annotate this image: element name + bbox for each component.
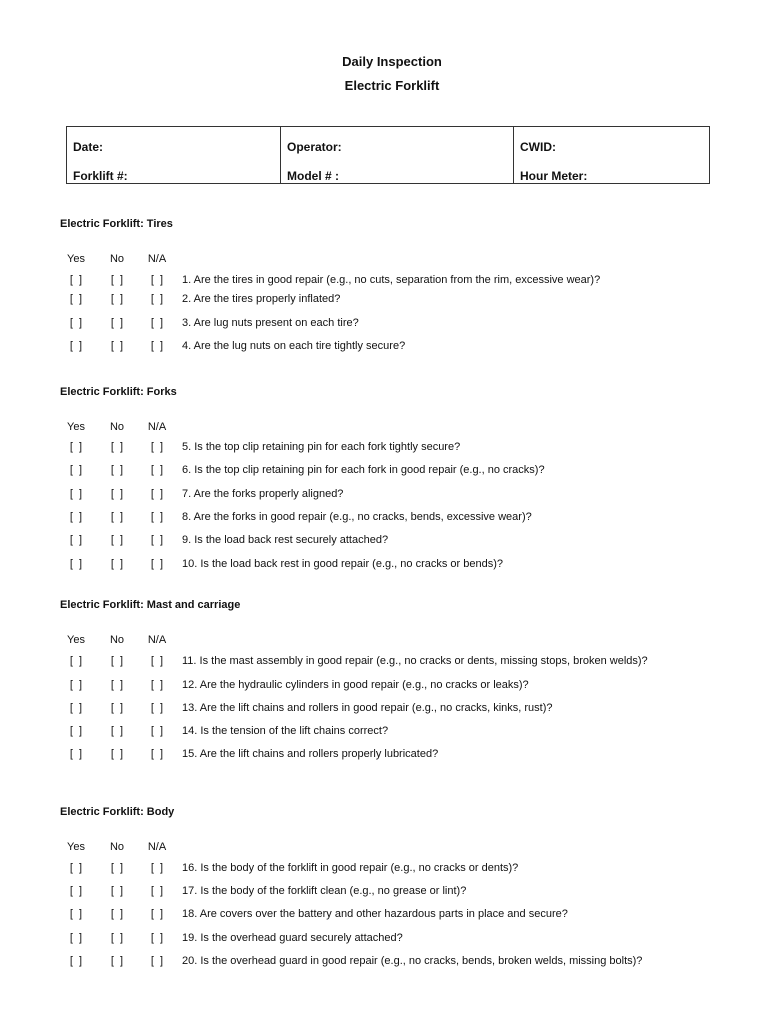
- na-column-header: N/A: [147, 841, 167, 853]
- question-row: [0, 885, 770, 901]
- question-row: [0, 464, 770, 480]
- hour-meter-field[interactable]: Hour Meter:: [514, 156, 710, 184]
- yes-column-header: Yes: [67, 841, 85, 853]
- question-text: 7. Are the forks properly aligned?: [182, 488, 344, 500]
- yes-checkbox[interactable]: [ ]: [69, 488, 83, 500]
- yes-checkbox[interactable]: [ ]: [69, 748, 83, 760]
- question-row: [0, 441, 770, 457]
- question-row: [0, 955, 770, 971]
- model-number-field[interactable]: Model # :: [281, 156, 514, 184]
- no-checkbox[interactable]: [ ]: [110, 293, 124, 305]
- no-checkbox[interactable]: [ ]: [110, 955, 124, 967]
- na-checkbox[interactable]: [ ]: [150, 725, 164, 737]
- na-checkbox[interactable]: [ ]: [150, 274, 164, 286]
- question-row: [0, 702, 770, 718]
- question-text: 11. Is the mast assembly in good repair (e.g., no cracks or dents, missing stops, broken welds)?: [182, 655, 648, 667]
- forklift-number-field[interactable]: Forklift #:: [67, 156, 281, 184]
- na-checkbox[interactable]: [ ]: [150, 932, 164, 944]
- na-checkbox[interactable]: [ ]: [150, 655, 164, 667]
- question-text: 1. Are the tires in good repair (e.g., no cuts, separation from the rim, excessive wear)?: [182, 274, 601, 286]
- na-checkbox[interactable]: [ ]: [150, 955, 164, 967]
- question-text: 5. Is the top clip retaining pin for each fork tightly secure?: [182, 441, 461, 453]
- yes-column-header: Yes: [67, 253, 85, 265]
- na-checkbox[interactable]: [ ]: [150, 293, 164, 305]
- question-row: [0, 748, 770, 764]
- na-checkbox[interactable]: [ ]: [150, 702, 164, 714]
- na-checkbox[interactable]: [ ]: [150, 885, 164, 897]
- question-row: [0, 655, 770, 671]
- na-checkbox[interactable]: [ ]: [150, 511, 164, 523]
- no-checkbox[interactable]: [ ]: [110, 725, 124, 737]
- question-row: [0, 558, 770, 574]
- question-row: [0, 488, 770, 504]
- column-header-row: [0, 841, 770, 857]
- yes-checkbox[interactable]: [ ]: [69, 293, 83, 305]
- yes-checkbox[interactable]: [ ]: [69, 441, 83, 453]
- no-checkbox[interactable]: [ ]: [110, 274, 124, 286]
- yes-checkbox[interactable]: [ ]: [69, 340, 83, 352]
- no-column-header: No: [109, 421, 125, 433]
- question-text: 2. Are the tires properly inflated?: [182, 293, 341, 305]
- question-text: 13. Are the lift chains and rollers in good repair (e.g., no cracks, kinks, rust)?: [182, 702, 553, 714]
- yes-checkbox[interactable]: [ ]: [69, 558, 83, 570]
- yes-checkbox[interactable]: [ ]: [69, 464, 83, 476]
- column-header-row: [0, 253, 770, 269]
- question-text: 16. Is the body of the forklift in good repair (e.g., no cracks or dents)?: [182, 862, 519, 874]
- question-row: [0, 511, 770, 527]
- no-checkbox[interactable]: [ ]: [110, 679, 124, 691]
- no-checkbox[interactable]: [ ]: [110, 702, 124, 714]
- question-text: 3. Are lug nuts present on each tire?: [182, 317, 359, 329]
- na-checkbox[interactable]: [ ]: [150, 862, 164, 874]
- page-title: Daily Inspection: [342, 54, 442, 69]
- na-checkbox[interactable]: [ ]: [150, 441, 164, 453]
- question-row: [0, 317, 770, 333]
- question-text: 9. Is the load back rest securely attached?: [182, 534, 389, 546]
- yes-checkbox[interactable]: [ ]: [69, 317, 83, 329]
- question-row: [0, 340, 770, 356]
- yes-checkbox[interactable]: [ ]: [69, 932, 83, 944]
- yes-checkbox[interactable]: [ ]: [69, 955, 83, 967]
- na-checkbox[interactable]: [ ]: [150, 464, 164, 476]
- yes-column-header: Yes: [67, 634, 85, 646]
- question-text: 10. Is the load back rest in good repair (e.g., no cracks or bends)?: [182, 558, 504, 570]
- question-text: 6. Is the top clip retaining pin for each fork in good repair (e.g., no cracks)?: [182, 464, 545, 476]
- no-column-header: No: [109, 841, 125, 853]
- question-text: 4. Are the lug nuts on each tire tightly secure?: [182, 340, 406, 352]
- info-table: [66, 126, 710, 184]
- question-text: 14. Is the tension of the lift chains correct?: [182, 725, 389, 737]
- question-text: 15. Are the lift chains and rollers properly lubricated?: [182, 748, 439, 760]
- na-column-header: N/A: [147, 253, 167, 265]
- column-header-row: [0, 421, 770, 437]
- no-checkbox[interactable]: [ ]: [110, 908, 124, 920]
- question-row: [0, 932, 770, 948]
- question-row: [0, 862, 770, 878]
- na-checkbox[interactable]: [ ]: [150, 558, 164, 570]
- question-text: 8. Are the forks in good repair (e.g., no cracks, bends, excessive wear)?: [182, 511, 532, 523]
- yes-checkbox[interactable]: [ ]: [69, 679, 83, 691]
- yes-checkbox[interactable]: [ ]: [69, 534, 83, 546]
- yes-checkbox[interactable]: [ ]: [69, 655, 83, 667]
- question-text: 19. Is the overhead guard securely attached?: [182, 932, 403, 944]
- operator-field[interactable]: Operator:: [281, 127, 514, 157]
- no-checkbox[interactable]: [ ]: [110, 317, 124, 329]
- na-checkbox[interactable]: [ ]: [150, 534, 164, 546]
- no-checkbox[interactable]: [ ]: [110, 748, 124, 760]
- na-column-header: N/A: [147, 421, 167, 433]
- na-checkbox[interactable]: [ ]: [150, 908, 164, 920]
- no-checkbox[interactable]: [ ]: [110, 862, 124, 874]
- section-title: Electric Forklift: Forks: [60, 386, 177, 398]
- yes-checkbox[interactable]: [ ]: [69, 511, 83, 523]
- question-row: [0, 293, 770, 309]
- no-checkbox[interactable]: [ ]: [110, 932, 124, 944]
- question-row: [0, 908, 770, 924]
- na-checkbox[interactable]: [ ]: [150, 488, 164, 500]
- no-column-header: No: [109, 253, 125, 265]
- no-checkbox[interactable]: [ ]: [110, 885, 124, 897]
- no-checkbox[interactable]: [ ]: [110, 511, 124, 523]
- date-field[interactable]: Date:: [67, 127, 281, 157]
- no-checkbox[interactable]: [ ]: [110, 488, 124, 500]
- column-header-row: [0, 634, 770, 650]
- na-checkbox[interactable]: [ ]: [150, 679, 164, 691]
- na-checkbox[interactable]: [ ]: [150, 748, 164, 760]
- yes-checkbox[interactable]: [ ]: [69, 885, 83, 897]
- no-checkbox[interactable]: [ ]: [110, 534, 124, 546]
- no-checkbox[interactable]: [ ]: [110, 441, 124, 453]
- section-title: Electric Forklift: Body: [60, 806, 175, 818]
- question-row: [0, 725, 770, 741]
- na-checkbox[interactable]: [ ]: [150, 317, 164, 329]
- yes-checkbox[interactable]: [ ]: [69, 862, 83, 874]
- no-checkbox[interactable]: [ ]: [110, 340, 124, 352]
- section-title: Electric Forklift: Tires: [60, 218, 173, 230]
- no-checkbox[interactable]: [ ]: [110, 558, 124, 570]
- page-subtitle: Electric Forklift: [344, 78, 440, 93]
- section-title: Electric Forklift: Mast and carriage: [60, 599, 241, 611]
- no-checkbox[interactable]: [ ]: [110, 655, 124, 667]
- na-checkbox[interactable]: [ ]: [150, 340, 164, 352]
- yes-checkbox[interactable]: [ ]: [69, 908, 83, 920]
- yes-checkbox[interactable]: [ ]: [69, 274, 83, 286]
- yes-checkbox[interactable]: [ ]: [69, 702, 83, 714]
- question-text: 18. Are covers over the battery and other hazardous parts in place and secure?: [182, 908, 568, 920]
- yes-column-header: Yes: [67, 421, 85, 433]
- question-row: [0, 679, 770, 695]
- cwid-field[interactable]: CWID:: [514, 127, 710, 157]
- question-row: [0, 274, 770, 290]
- na-column-header: N/A: [147, 634, 167, 646]
- question-text: 12. Are the hydraulic cylinders in good repair (e.g., no cracks or leaks)?: [182, 679, 529, 691]
- question-text: 20. Is the overhead guard in good repair (e.g., no cracks, bends, broken welds, missing bolts)?: [182, 955, 643, 967]
- question-text: 17. Is the body of the forklift clean (e.g., no grease or lint)?: [182, 885, 467, 897]
- no-column-header: No: [109, 634, 125, 646]
- no-checkbox[interactable]: [ ]: [110, 464, 124, 476]
- question-row: [0, 534, 770, 550]
- yes-checkbox[interactable]: [ ]: [69, 725, 83, 737]
